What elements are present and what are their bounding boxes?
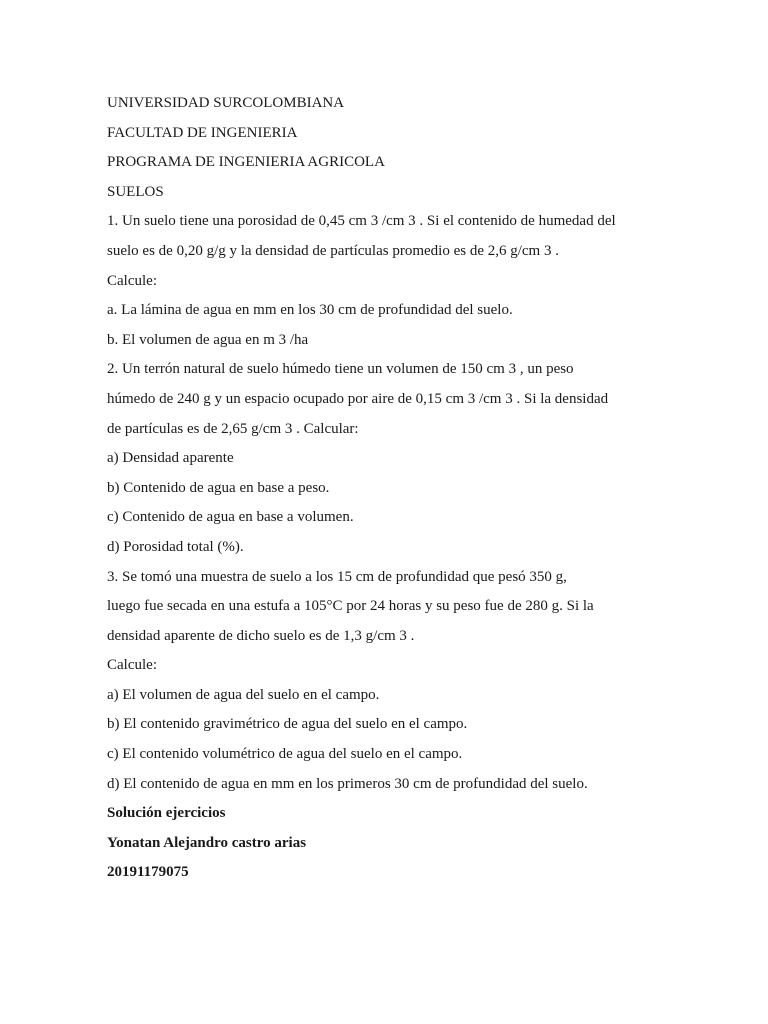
faculty-name: FACULTAD DE INGENIERIA [107, 124, 298, 141]
exercise-3-line-3: densidad aparente de dicho suelo es de 1,3 g/cm 3 . [107, 627, 415, 644]
exercise-3-item-c: c) El contenido volumétrico de agua del suelo en el campo. [107, 746, 463, 763]
exercise-1-item-a: a. La lámina de agua en mm en los 30 cm de profundidad del suelo. [107, 302, 513, 319]
program-name: PROGRAMA DE INGENIERIA AGRICOLA [107, 154, 385, 171]
exercise-3-line-1: 3. Se tomó una muestra de suelo a los 15 cm de profundidad que pesó 350 g, [107, 568, 567, 585]
exercise-1-prompt: Calcule: [107, 272, 157, 289]
student-name: Yonatan Alejandro castro arias [107, 834, 307, 851]
student-id: 20191179075 [107, 864, 189, 881]
exercise-2-item-b: b) Contenido de agua en base a peso. [107, 479, 330, 496]
exercise-3-line-2: luego fue secada en una estufa a 105°C por 24 horas y su peso fue de 280 g. Si la [107, 598, 594, 615]
university-name: UNIVERSIDAD SURCOLOMBIANA [107, 95, 345, 111]
exercise-1-item-b: b. El volumen de agua en m 3 /ha [107, 331, 309, 348]
document-page [107, 89, 717, 888]
exercise-2-line-2: húmedo de 240 g y un espacio ocupado por aire de 0,15 cm 3 /cm 3 . Si la densidad [107, 390, 609, 407]
exercise-2-item-a: a) Densidad aparente [107, 450, 234, 467]
exercise-3-prompt: Calcule: [107, 657, 157, 674]
subject-name: SUELOS [107, 183, 164, 200]
exercise-3-item-a: a) El volumen de agua del suelo en el campo. [107, 686, 380, 703]
solution-title: Solución ejercicios [107, 805, 226, 822]
exercise-3-item-b: b) El contenido gravimétrico de agua del suelo en el campo. [107, 716, 468, 733]
exercise-1-line-2: suelo es de 0,20 g/g y la densidad de partículas promedio es de 2,6 g/cm 3 . [107, 242, 559, 259]
exercise-2-line-1: 2. Un terrón natural de suelo húmedo tiene un volumen de 150 cm 3 , un peso [107, 361, 574, 378]
exercise-2-item-d: d) Porosidad total (%). [107, 538, 244, 555]
exercise-3-item-d: d) El contenido de agua en mm en los primeros 30 cm de profundidad del suelo. [107, 775, 588, 792]
exercise-2-line-3: de partículas es de 2,65 g/cm 3 . Calcular: [107, 420, 359, 437]
exercise-2-item-c: c) Contenido de agua en base a volumen. [107, 509, 354, 526]
exercise-1-line-1: 1. Un suelo tiene una porosidad de 0,45 cm 3 /cm 3 . Si el contenido de humedad del [107, 213, 616, 230]
